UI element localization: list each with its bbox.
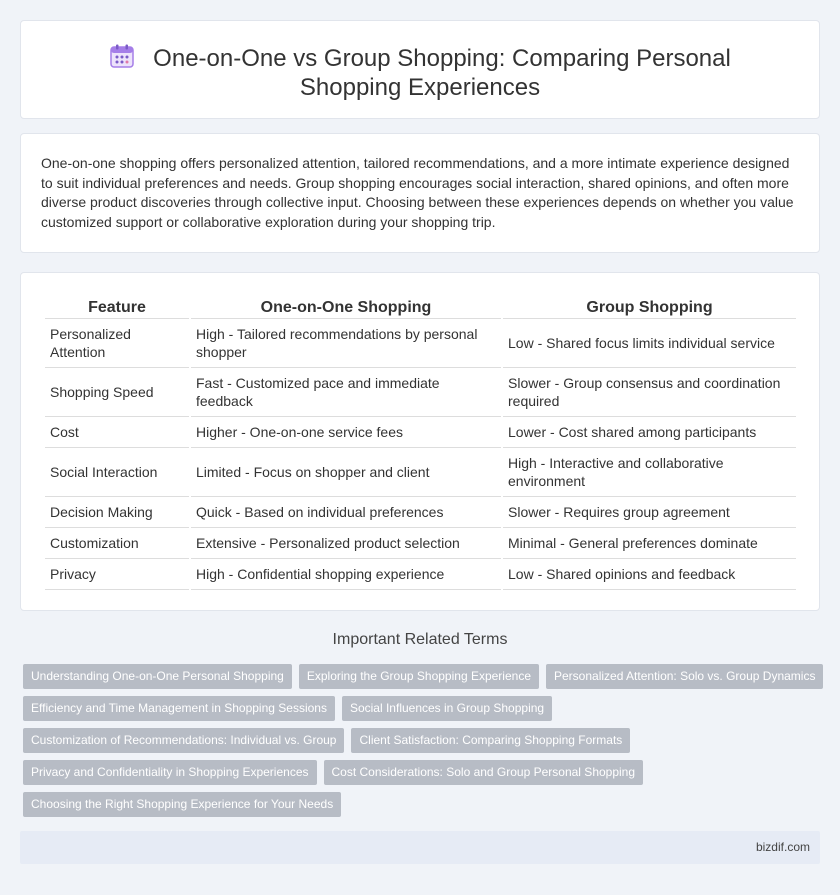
related-tag[interactable]: Customization of Recommendations: Individual vs. Group xyxy=(23,728,344,753)
related-tag[interactable]: Client Satisfaction: Comparing Shopping Formats xyxy=(351,728,630,753)
table-cell: Personalized Attention xyxy=(45,319,189,368)
table-cell: Slower - Group consensus and coordination required xyxy=(503,368,796,417)
table-row xyxy=(45,528,796,559)
page-title xyxy=(61,43,779,102)
table-cell: Social Interaction xyxy=(45,448,189,497)
related-tag[interactable]: Social Influences in Group Shopping xyxy=(342,696,552,721)
related-tag[interactable]: Exploring the Group Shopping Experience xyxy=(299,664,539,689)
table-cell: Minimal - General preferences dominate xyxy=(503,528,796,559)
header-group: Group Shopping xyxy=(503,295,796,319)
table-row xyxy=(45,559,796,590)
table-cell: Slower - Requires group agreement xyxy=(503,497,796,528)
intro-card xyxy=(20,133,820,253)
intro-text: One-on-one shopping offers personalized attention, tailored recommendations, and a more intimate experience designed to suit individual preferences and needs. Group shopping encourages social interaction, shared opinions, and often more diverse product discoveries through collective input. Choosing between these experiences depends on whether you value customized support or collaborative exploration during your shopping trip. xyxy=(41,155,794,230)
related-tag[interactable]: Choosing the Right Shopping Experience for Your Needs xyxy=(23,792,341,817)
table-cell: Decision Making xyxy=(45,497,189,528)
table-cell: Customization xyxy=(45,528,189,559)
table-cell: High - Interactive and collaborative environment xyxy=(503,448,796,497)
footer xyxy=(20,831,820,864)
related-tag[interactable]: Privacy and Confidentiality in Shopping Experiences xyxy=(23,760,317,785)
header-feature: Feature xyxy=(45,295,189,319)
header-one-on-one: One-on-One Shopping xyxy=(191,295,501,319)
table-cell: High - Tailored recommendations by personal shopper xyxy=(191,319,501,368)
table-row xyxy=(45,417,796,448)
table-cell: Shopping Speed xyxy=(45,368,189,417)
table-row xyxy=(45,448,796,497)
table-cell: Low - Shared opinions and feedback xyxy=(503,559,796,590)
table-cell: Low - Shared focus limits individual service xyxy=(503,319,796,368)
footer-site-link[interactable]: bizdif.com xyxy=(755,840,810,854)
table-header-row xyxy=(45,295,796,319)
comparison-table-card xyxy=(20,272,820,611)
table-cell: Lower - Cost shared among participants xyxy=(503,417,796,448)
table-cell: Higher - One-on-one service fees xyxy=(191,417,501,448)
table-cell: High - Confidential shopping experience xyxy=(191,559,501,590)
related-tag[interactable]: Understanding One-on-One Personal Shopping xyxy=(23,664,292,689)
related-tag[interactable]: Cost Considerations: Solo and Group Personal Shopping xyxy=(324,760,644,785)
table-row xyxy=(45,497,796,528)
related-terms-list xyxy=(23,664,823,824)
comparison-table xyxy=(43,295,798,590)
table-cell: Cost xyxy=(45,417,189,448)
related-terms-title: Important Related Terms xyxy=(332,631,508,648)
table-row xyxy=(45,368,796,417)
page-title-text: One-on-One vs Group Shopping: Comparing Personal Shopping Experiences xyxy=(153,45,731,101)
table-cell: Privacy xyxy=(45,559,189,590)
table-row xyxy=(45,319,796,368)
title-card xyxy=(20,20,820,119)
table-cell: Limited - Focus on shopper and client xyxy=(191,448,501,497)
calendar-icon xyxy=(109,43,135,69)
table-cell: Fast - Customized pace and immediate feedback xyxy=(191,368,501,417)
related-tag[interactable]: Personalized Attention: Solo vs. Group Dynamics xyxy=(546,664,823,689)
table-cell: Extensive - Personalized product selection xyxy=(191,528,501,559)
table-cell: Quick - Based on individual preferences xyxy=(191,497,501,528)
related-tag[interactable]: Efficiency and Time Management in Shopping Sessions xyxy=(23,696,335,721)
